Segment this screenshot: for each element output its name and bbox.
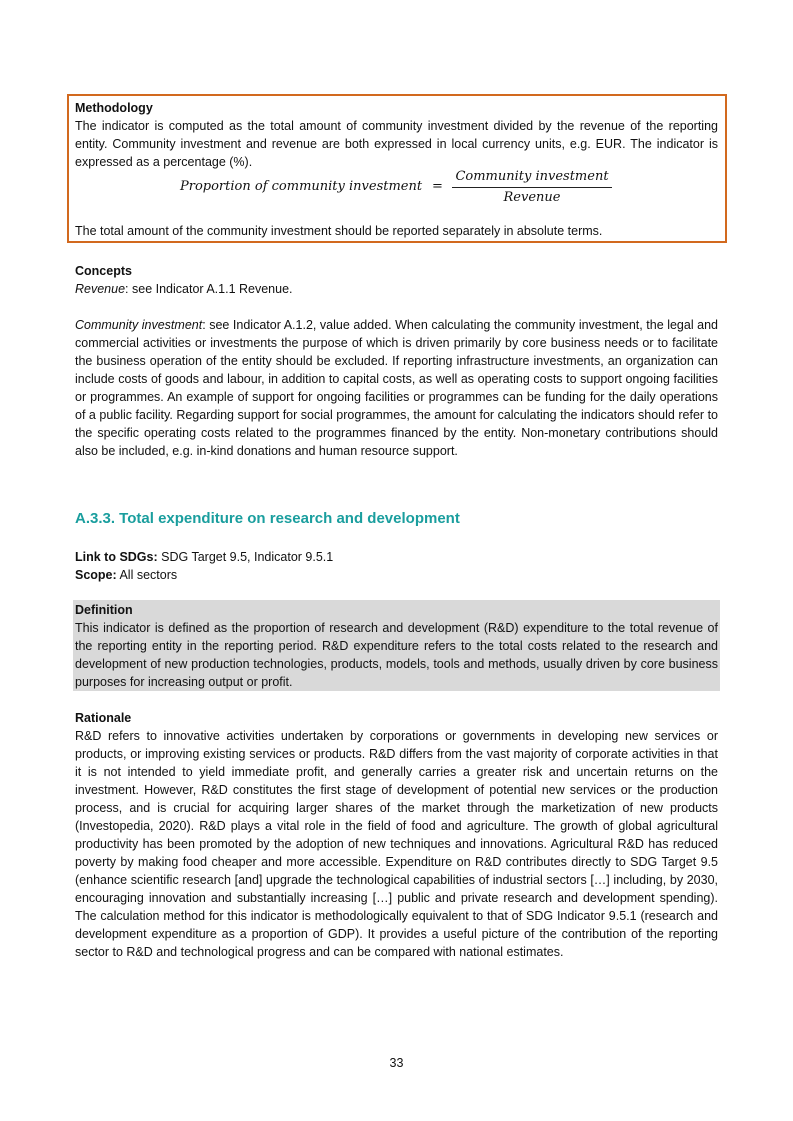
formula-equals: = [432, 179, 443, 194]
concepts-title: Concepts [75, 264, 132, 278]
fraction-bar [452, 187, 612, 188]
methodology-paragraph: The indicator is computed as the total amount of community investment divided by the revenue of the reporting entity. Community investment and revenue are both expressed in local currency units, e.g. EUR. The indicator is expressed as a percentage (%). [75, 119, 718, 169]
methodology-note: The total amount of the community investment should be reported separately in absolute terms. [75, 224, 603, 238]
sdg-label: Link to SDGs: [75, 550, 158, 564]
formula-denominator: Revenue [503, 190, 561, 205]
scope-line [75, 566, 718, 584]
revenue-term: Revenue [75, 282, 126, 296]
formula-lhs: Proportion of community investment [180, 179, 423, 194]
concepts-revenue [75, 280, 718, 298]
rationale-title: Rationale [75, 711, 132, 725]
sdg-link-line [75, 548, 718, 566]
community-investment-term: Community investment [75, 318, 203, 332]
formula-numerator: Community investment [455, 169, 609, 184]
definition-title: Definition [75, 603, 133, 617]
sdg-value: SDG Target 9.5, Indicator 9.5.1 [157, 550, 334, 564]
revenue-text: : see Indicator A.1.1 Revenue. [125, 282, 293, 296]
methodology-title: Methodology [75, 101, 153, 115]
concepts-community-investment [75, 316, 718, 460]
scope-value: All sectors [116, 568, 178, 582]
community-investment-text: : see Indicator A.1.2, value added. When calculating the community investment, the legal and commercial activities or investments the purpose of which is driven primarily by core business needs or to facilitate the business operation of the entity should be excluded. If reporting infrastructure investments, an organization can include costs of goods and labour, in addition to capital costs, as well as operating costs to support ongoing facilities or programmes. An example of support for ongoing facilities or programmes can be funding for the daily operations of a public facility. Regarding support for social programmes, the amount for calculating the indicators should refer to the specific operating costs related to the programmes financed by the entity. Non-monetary contributions should also be included, e.g. in-kind donations and human resource support. [75, 318, 719, 458]
section-heading: A.3.3. Total expenditure on research and development [75, 510, 460, 527]
scope-label: Scope: [75, 568, 117, 582]
definition-text: This indicator is defined as the proportion of research and development (R&D) expenditure to the total revenue of the reporting entity in the reporting period. R&D expenditure refers to the total costs related to the research and development of new production technologies, products, models, tools and methods, usually driven by core business purposes for increasing output or profit. [75, 621, 718, 689]
rationale-text: R&D refers to innovative activities undertaken by corporations or governments in developing new services or products, or improving existing services or products. R&D differs from the vast majority of corporate activities in that it is not intended to yield immediate profit, and generally carries a greater risk and uncertain returns on the investment. However, R&D constitutes the first stage of development of potential new services or the production process, and is crucial for acquiring larger shares of the market through the marketization of new products (Investopedia, 2020). R&D plays a vital role in the field of food and agriculture. The growth of global agricultural productivity has been promoted by the adoption of new techniques and innovations. Agricultural R&D has reduced poverty by making food cheaper and more accessible. Expenditure on R&D contributes directly to SDG Target 9.5 (enhance scientific research [and] upgrade the technological capabilities of industrial sectors […] including, by 2030, encouraging innovation and substantially increasing […] public and private research and development spending). The calculation method for this indicator is methodologically equivalent to that of SDG Indicator 9.5.1 (research and development expenditure as a proportion of GDP). It provides a useful picture of the contribution of the reporting sector to R&D and technological progress and can be compared with national estimates. [75, 729, 718, 959]
page-number: 33 [389, 1056, 404, 1070]
formula [180, 167, 620, 207]
